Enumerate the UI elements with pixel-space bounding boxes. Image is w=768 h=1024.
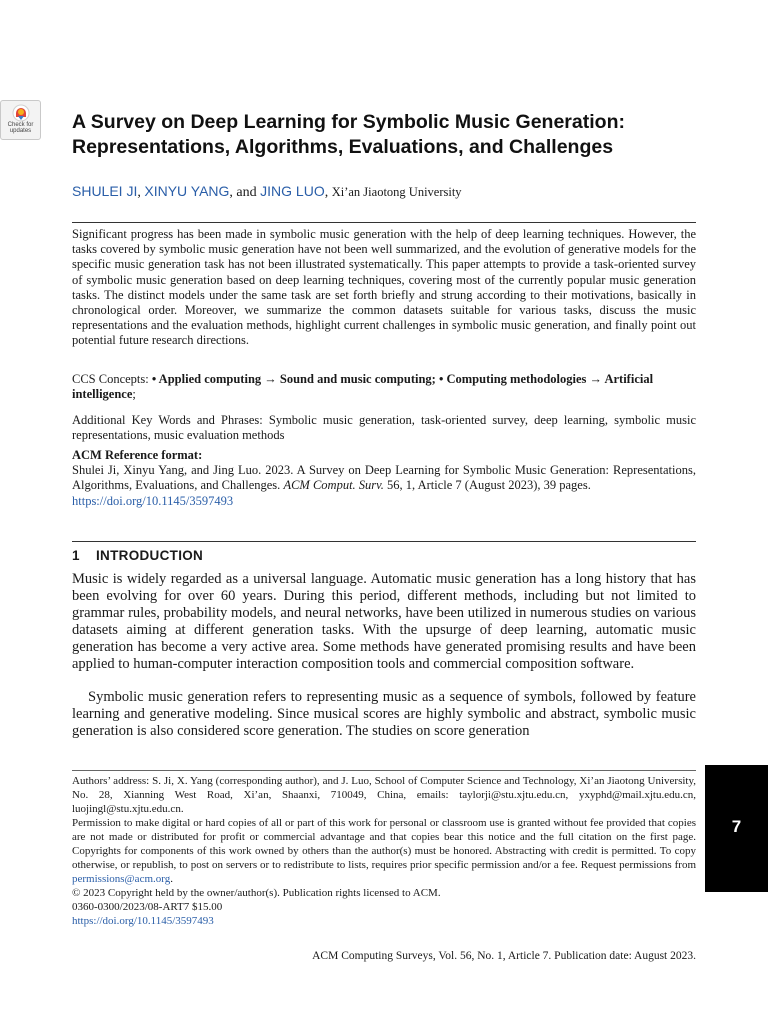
copyright-notice: © 2023 Copyright held by the owner/author(s). Publication rights licensed to ACM. xyxy=(72,887,441,899)
check-updates-icon xyxy=(12,104,30,122)
section-heading: 1 INTRODUCTION xyxy=(72,548,204,563)
intro-paragraph-1: Music is widely regarded as a universal language. Automatic music generation has a long history that has been evolving for over 60 years. During this period, different methods, including but not limited to grammar rules, probability models, and neural networks, have been utilized in numerous studies on various datasets aiming at different generation tasks. With the upsurge of deep learning, automatic music generation has become a very active area. Some methods have generated promising results and have been applied to human-computer interaction composition tools and commercial composition software. xyxy=(72,571,696,672)
issn-line: 0360-0300/2023/08-ART7 $15.00 xyxy=(72,901,223,913)
top-rule xyxy=(72,222,696,223)
paper-title: A Survey on Deep Learning for Symbolic Music Generation: Representations, Algorithms, Evaluations, and Challenges xyxy=(72,111,625,158)
permissions-email-link[interactable]: permissions@acm.org xyxy=(72,873,171,885)
ccs-concepts: CCS Concepts: • Applied computing → Sound and music computing; • Computing methodologies → Artificial intelligence; xyxy=(72,372,654,402)
footnote-rule xyxy=(72,770,696,771)
article-number-tab xyxy=(705,765,768,892)
author-address: Authors’ address: S. Ji, X. Yang (corresponding author), and J. Luo, School of Computer Science and Technology, Xi’an Jiaotong University, No. 28, Xianning West Road, Xi’an, Shaanxi, 710049, China, emails: taylorji@stu.xjtu.edu.cn, yxyphd@mail.xjtu.edu.cn, luojingl@stu.xjtu.edu.cn. xyxy=(72,775,696,815)
keywords: Additional Key Words and Phrases: Symbolic music generation, task-oriented survey, deep learning, symbolic music representations, music evaluation methods xyxy=(72,413,696,443)
journal-footer: ACM Computing Surveys, Vol. 56, No. 1, Article 7. Publication date: August 2023. xyxy=(312,950,696,962)
section-rule xyxy=(72,541,696,542)
affiliation: Xi’an Jiaotong University xyxy=(331,185,462,199)
doi-link[interactable]: https://doi.org/10.1145/3597493 xyxy=(72,493,234,508)
article-number: 7 xyxy=(731,817,742,836)
intro-paragraph-2: Symbolic music generation refers to representing music as a sequence of symbols, followed by feature learning and generative modeling. Since musical scores are highly symbolic and abstract, symbolic music generation is also considered score generation. The studies on score generation xyxy=(72,689,696,739)
footnote-block xyxy=(72,774,696,928)
author-line: SHULEI JI, XINYU YANG, and JING LUO, Xi’an Jiaotong University xyxy=(72,183,462,200)
footnote-doi-link[interactable]: https://doi.org/10.1145/3597493 xyxy=(72,915,214,927)
author-link[interactable]: SHULEI JI xyxy=(72,183,138,199)
author-link[interactable]: JING LUO xyxy=(260,183,325,199)
check-for-updates-badge[interactable] xyxy=(0,100,41,140)
abstract: Significant progress has been made in symbolic music generation with the help of deep learning techniques. However, the tasks covered by symbolic music generation have not been well summarized, and the evolution of generative models for the specific music generation task has not been illustrated systematically. This paper attempts to provide a task-oriented survey of symbolic music generation based on deep learning techniques, covering most of the currently popular music generation tasks. The distinct models under the same task are set forth briefly and strung according to their motivations, basically in chronological order. Moreover, we summarize the common datasets suitable for various tasks, discuss the music representations and the evaluation methods, highlight current challenges in symbolic music generation, and finally point out potential future research directions. xyxy=(72,227,696,348)
permission-notice: Permission to make digital or hard copies of all or part of this work for personal or classroom use is granted without fee provided that copies are not made or distributed for profit or commercial advantage and that copies bear this notice and the full citation on the first page. Copyrights for components of this work owned by others than the author(s) must be honored. Abstracting with credit is permitted. To copy otherwise, or republish, to post on servers or to redistribute to lists, requires prior specific permission and/or a fee. Request permissions from permissions@acm.org. xyxy=(72,817,696,885)
reference-heading: ACM Reference format: xyxy=(72,448,203,462)
reference-format: ACM Reference format: Shulei Ji, Xinyu Yang, and Jing Luo. 2023. A Survey on Deep Learning for Symbolic Music Generation: Representations, Algorithms, Evaluations, and Challenges. ACM Comput. Surv. 56, 1, Article 7 (August 2023), 39 pages. https://doi.org/10.1145/3597493 xyxy=(72,448,696,508)
author-link[interactable]: XINYU YANG xyxy=(144,183,230,199)
badge-label: Check for updates xyxy=(7,122,34,134)
